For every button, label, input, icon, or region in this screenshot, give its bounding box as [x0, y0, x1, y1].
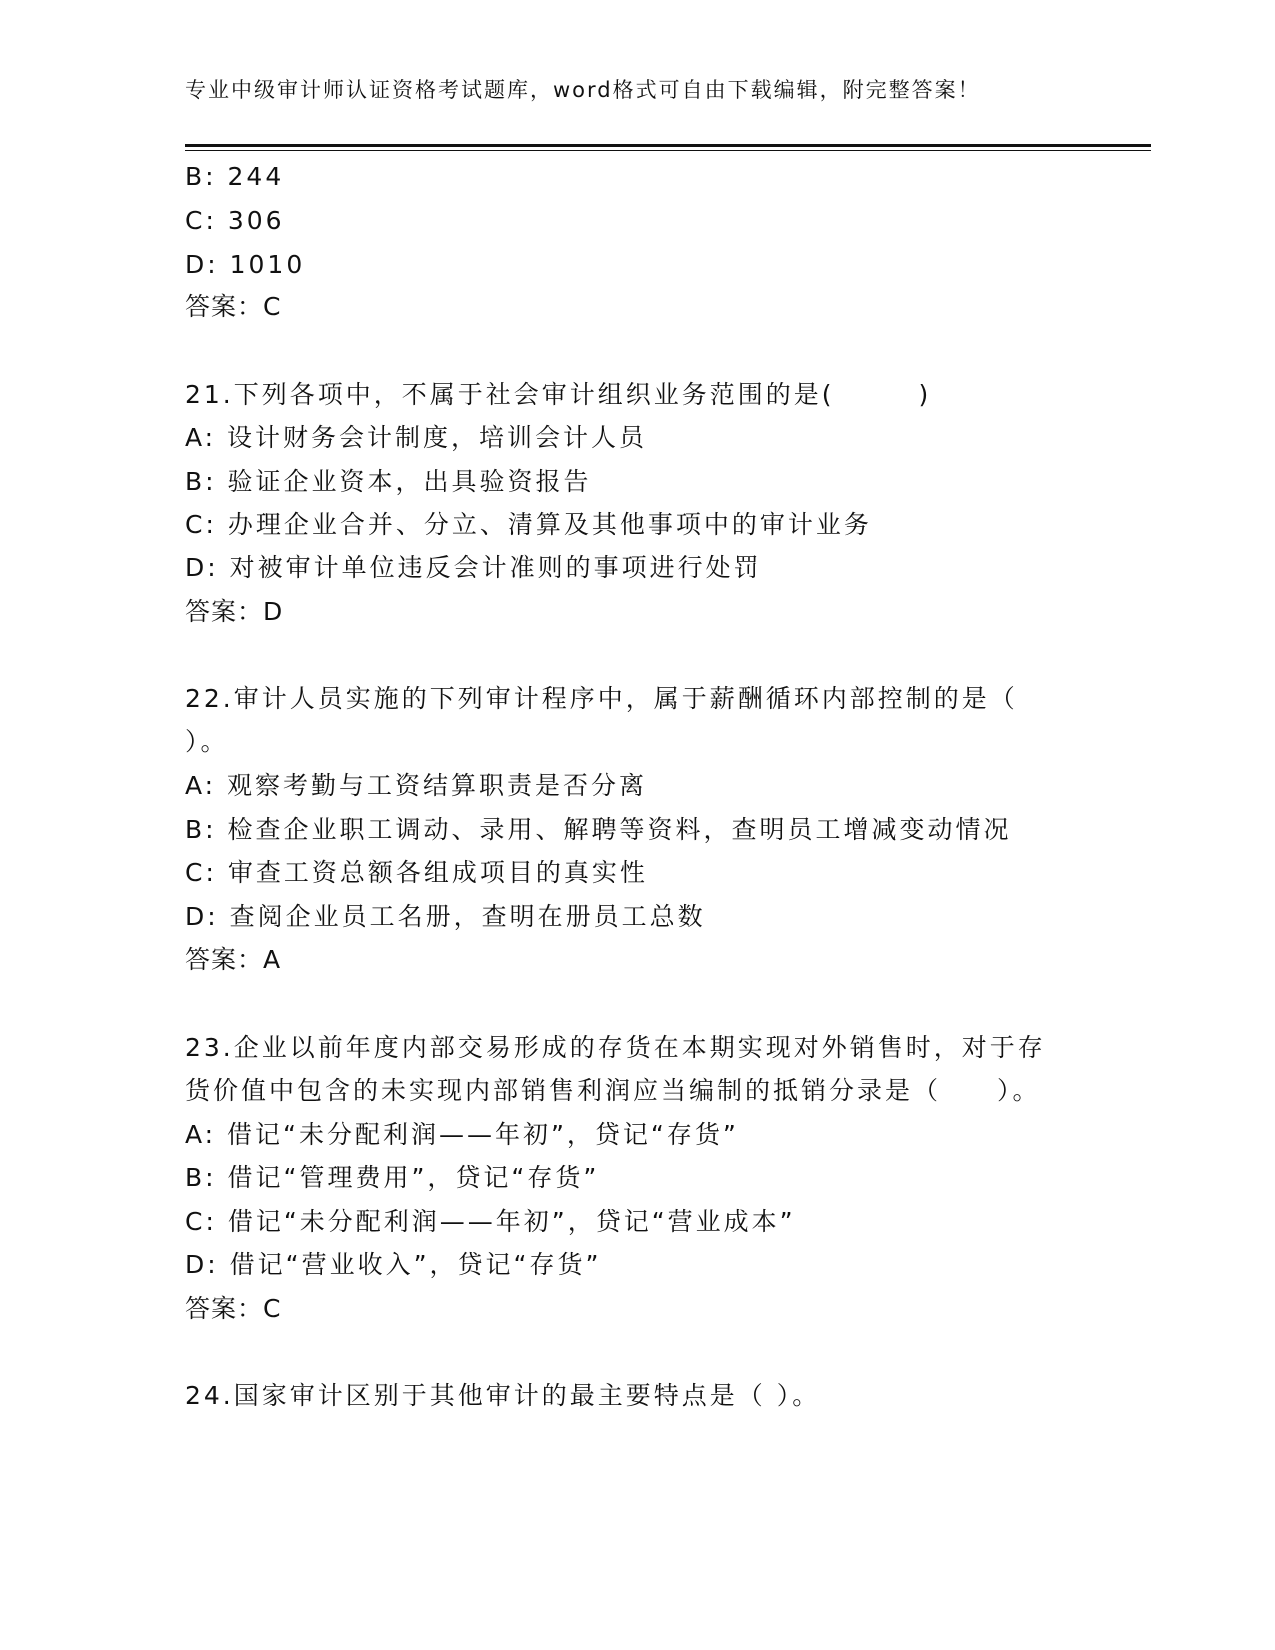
question-24: 24.国家审计区别于其他审计的最主要特点是（ ）。 — [185, 1381, 821, 1410]
question-21: 21.下列各项中，不属于社会审计组织业务范围的是( ) — [185, 380, 932, 409]
option-b-q21: B: 验证企业资本，出具验资报告 — [185, 467, 592, 496]
option-d-q20: D: 1010 — [185, 250, 306, 279]
option-b-q20: B: 244 — [185, 162, 285, 191]
question-23-line1: 23.企业以前年度内部交易形成的存货在本期实现对外销售时，对于存 — [185, 1033, 1046, 1062]
question-22-line1: 22.审计人员实施的下列审计程序中，属于薪酬循环内部控制的是（ — [185, 684, 1018, 713]
option-c-q22: C: 审查工资总额各组成项目的真实性 — [185, 858, 648, 887]
option-b-q23: B: 借记“管理费用”，贷记“存货” — [185, 1163, 600, 1192]
option-d-q21: D: 对被审计单位违反会计准则的事项进行处罚 — [185, 553, 762, 582]
option-c-q20: C: 306 — [185, 206, 285, 235]
option-a-q22: A: 观察考勤与工资结算职责是否分离 — [185, 771, 648, 800]
option-d-q22: D: 查阅企业员工名册，查明在册员工总数 — [185, 902, 706, 931]
question-23-line2: 货价值中包含的未实现内部销售利润应当编制的抵销分录是（ ）。 — [185, 1076, 1041, 1105]
answer-q22: 答案：A — [185, 945, 282, 974]
option-d-q23: D: 借记“营业收入”，贷记“存货” — [185, 1250, 602, 1279]
header-rule-thin — [185, 150, 1151, 151]
option-a-q21: A: 设计财务会计制度，培训会计人员 — [185, 423, 648, 452]
option-c-q21: C: 办理企业合并、分立、清算及其他事项中的审计业务 — [185, 510, 872, 539]
option-b-q22: B: 检查企业职工调动、录用、解聘等资料，查明员工增减变动情况 — [185, 815, 1012, 844]
option-a-q23: A: 借记“未分配利润——年初”，贷记“存货” — [185, 1120, 739, 1149]
page-header: 专业中级审计师认证资格考试题库，word格式可自由下载编辑，附完整答案！ — [185, 78, 981, 102]
answer-q23: 答案：C — [185, 1294, 282, 1323]
option-c-q23: C: 借记“未分配利润——年初”，贷记“营业成本” — [185, 1207, 796, 1236]
header-rule-thick — [185, 144, 1151, 147]
answer-q20: 答案：C — [185, 292, 282, 321]
question-22-line2: ）。 — [185, 727, 229, 756]
answer-q21: 答案：D — [185, 597, 284, 626]
